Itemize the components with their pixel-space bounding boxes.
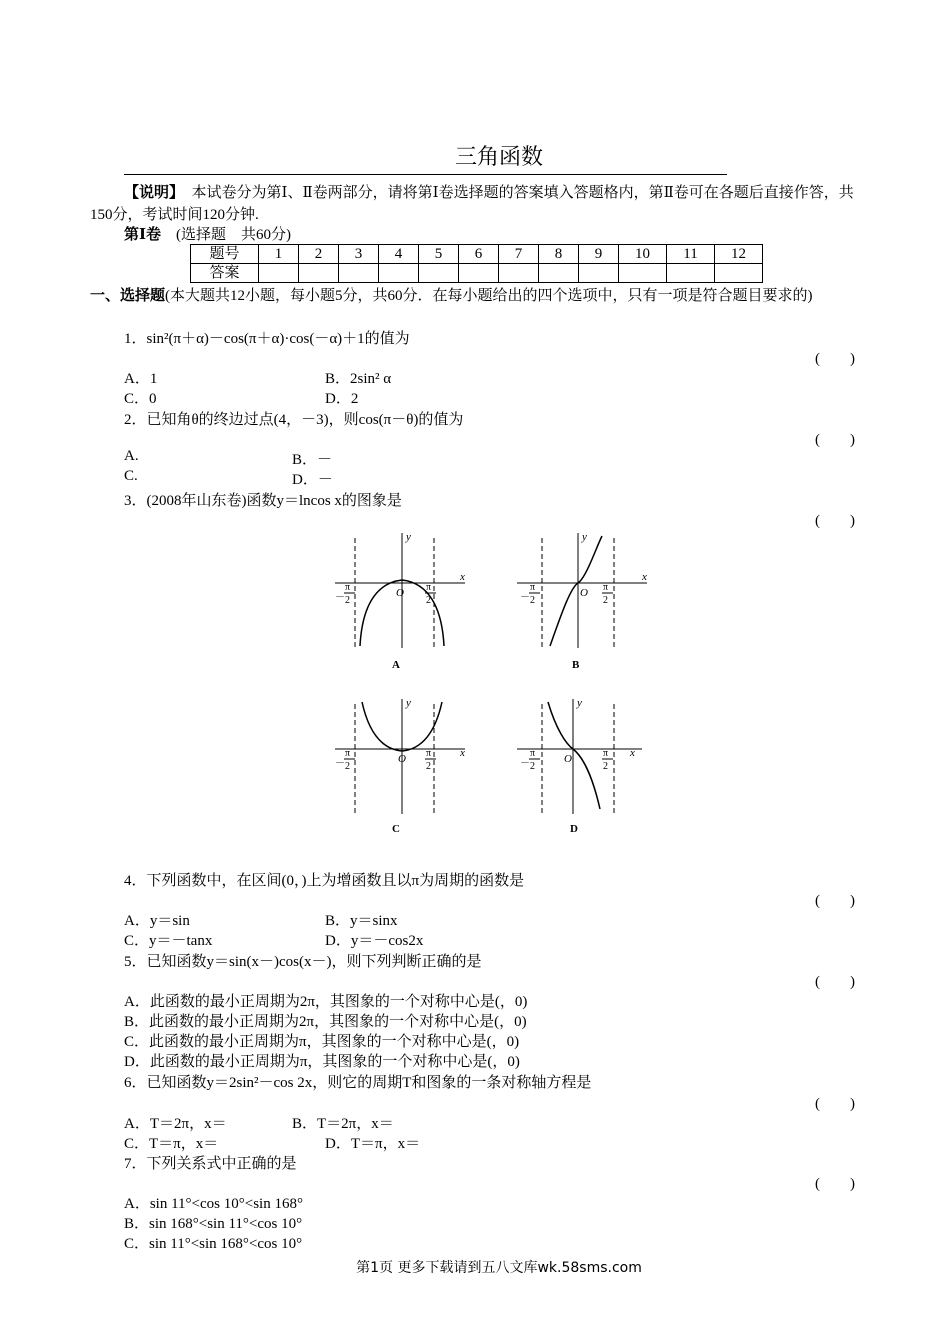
- q2-answer-bracket[interactable]: ( ): [815, 432, 855, 448]
- question-number-cell: 5: [419, 245, 459, 264]
- row-header-answer: 答案: [191, 264, 259, 283]
- graph-b: [512, 528, 652, 673]
- q5-option-c: C．此函数的最小正周期为π，其图象的一个对称中心是(，0): [124, 1034, 520, 1050]
- page-title: 三角函数: [454, 145, 543, 170]
- answer-table-number-row: [191, 245, 763, 264]
- answer-table-answer-row: [191, 264, 763, 283]
- q4-stem: 4．下列函数中，在区间(0，)上为增函数且以π为周期的函数是: [124, 873, 525, 889]
- q2-option-c: C.: [124, 468, 138, 484]
- graph-a-label: A: [392, 659, 400, 671]
- q1-answer-bracket[interactable]: ( ): [815, 351, 855, 367]
- q7-option-c: C．sin 11°<sin 168°<cos 10°: [124, 1236, 303, 1252]
- answer-cell[interactable]: [259, 264, 299, 283]
- q5-option-a: A．此函数的最小正周期为2π，其图象的一个对称中心是(，0): [124, 994, 528, 1010]
- svg-text:x: x: [630, 747, 635, 759]
- section1-label: 第Ⅰ卷: [124, 227, 162, 243]
- graph-b-label: B: [572, 659, 580, 671]
- q2-option-a: A.: [124, 448, 139, 464]
- q5-answer-bracket[interactable]: ( ): [815, 974, 855, 990]
- svg-text:π: π: [603, 582, 609, 593]
- q4-option-a: A．y＝sin: [124, 913, 190, 929]
- answer-cell[interactable]: [299, 264, 339, 283]
- answer-cell[interactable]: [379, 264, 419, 283]
- q5-stem: 5．已知函数y＝sin(x－)cos(x－)，则下列判断正确的是: [124, 954, 482, 970]
- q6-option-a: A．T＝2π，x＝: [124, 1116, 227, 1132]
- q7-stem: 7．下列关系式中正确的是: [124, 1156, 297, 1172]
- x-label: x: [460, 571, 465, 583]
- q2-option-b: B．－: [292, 452, 333, 468]
- q2-stem: 2．已知角θ的终边过点(4，－3)，则cos(π－θ)的值为: [124, 412, 464, 428]
- svg-text:π: π: [426, 582, 432, 593]
- graph-d-label: D: [570, 823, 578, 835]
- svg-text:x: x: [642, 571, 647, 583]
- question-number-cell: 1: [259, 245, 299, 264]
- q7-option-b: B．sin 168°<sin 11°<cos 10°: [124, 1216, 303, 1232]
- question-number-cell: 11: [667, 245, 715, 264]
- q4-option-d: D．y＝－cos2x: [325, 933, 424, 949]
- svg-text:π: π: [345, 748, 351, 759]
- svg-text:2: 2: [345, 595, 350, 606]
- question-number-cell: 2: [299, 245, 339, 264]
- q7-answer-bracket[interactable]: ( ): [815, 1176, 855, 1192]
- q5-option-b: B．此函数的最小正周期为2π，其图象的一个对称中心是(，0): [124, 1014, 527, 1030]
- svg-text:－: －: [520, 758, 530, 769]
- answer-cell[interactable]: [579, 264, 619, 283]
- svg-text:2: 2: [603, 761, 608, 772]
- intro-paragraph: [90, 182, 860, 226]
- answer-cell[interactable]: [499, 264, 539, 283]
- graph-c-label: C: [392, 823, 400, 835]
- svg-text:－: －: [335, 592, 345, 603]
- question-number-cell: 12: [715, 245, 763, 264]
- page-footer: 第1页 更多下载请到五八文库wk.58sms.com: [356, 1260, 642, 1276]
- question-number-cell: 6: [459, 245, 499, 264]
- part1-text: (本大题共12小题，每小题5分，共60分．在每小题给出的四个选项中，只有一项是符合题目要求的): [165, 288, 813, 304]
- svg-text:x: x: [460, 747, 465, 759]
- y-label: y: [406, 531, 411, 543]
- q1-stem: 1．sin²(π＋α)－cos(π＋α)·cos(－α)＋1的值为: [124, 331, 410, 347]
- svg-text:O: O: [398, 753, 406, 765]
- row-header-number: 题号: [191, 245, 259, 264]
- q1-option-d: D．2: [325, 391, 359, 407]
- graph-a: [330, 528, 470, 673]
- origin-label: O: [396, 587, 404, 599]
- svg-text:2: 2: [426, 761, 431, 772]
- svg-text:π: π: [426, 748, 432, 759]
- answer-table: [190, 244, 763, 283]
- q3-answer-bracket[interactable]: ( ): [815, 513, 855, 529]
- q3-stem: 3．(2008年山东卷)函数y＝lncos x的图象是: [124, 493, 402, 509]
- q6-stem: 6．已知函数y＝2sin²－cos 2x，则它的周期T和图象的一条对称轴方程是: [124, 1075, 592, 1091]
- q4-option-b: B．y＝sinx: [325, 913, 398, 929]
- graph-c: [330, 694, 470, 839]
- question-number-cell: 4: [379, 245, 419, 264]
- svg-text:O: O: [564, 753, 572, 765]
- answer-cell[interactable]: [339, 264, 379, 283]
- graph-d: [512, 694, 652, 839]
- svg-text:π: π: [345, 582, 351, 593]
- q6-option-d: D．T＝π，x＝: [325, 1136, 421, 1152]
- svg-text:π: π: [530, 582, 536, 593]
- part1-label: 一、选择题: [90, 288, 166, 304]
- svg-text:2: 2: [345, 761, 350, 772]
- svg-text:y: y: [582, 531, 587, 543]
- svg-text:－: －: [520, 592, 530, 603]
- answer-cell[interactable]: [619, 264, 667, 283]
- question-number-cell: 9: [579, 245, 619, 264]
- part1-heading: [90, 285, 860, 307]
- svg-text:2: 2: [530, 761, 535, 772]
- intro-label: 【说明】: [124, 185, 177, 201]
- svg-text:O: O: [580, 587, 588, 599]
- q5-option-d: D．此函数的最小正周期为π，其图象的一个对称中心是(，0): [124, 1054, 520, 1070]
- svg-text:2: 2: [530, 595, 535, 606]
- q6-option-c: C．T＝π，x＝: [124, 1136, 219, 1152]
- intro-text: 本试卷分为第Ⅰ、Ⅱ卷两部分，请将第Ⅰ卷选择题的答案填入答题格内，第Ⅱ卷可在各题后直接作答，共150分，考试时间120分钟.: [90, 185, 854, 223]
- q4-answer-bracket[interactable]: ( ): [815, 893, 855, 909]
- question-number-cell: 3: [339, 245, 379, 264]
- answer-cell[interactable]: [667, 264, 715, 283]
- answer-cell[interactable]: [459, 264, 499, 283]
- svg-text:2: 2: [603, 595, 608, 606]
- answer-cell[interactable]: [539, 264, 579, 283]
- answer-cell[interactable]: [419, 264, 459, 283]
- q1-option-b: B．2sin² α: [325, 371, 392, 387]
- q4-option-c: C．y＝－tanx: [124, 933, 213, 949]
- title-rule: [124, 174, 727, 175]
- question-number-cell: 10: [619, 245, 667, 264]
- svg-text:y: y: [406, 697, 411, 709]
- svg-text:π: π: [530, 748, 536, 759]
- q1-option-c: C．0: [124, 391, 157, 407]
- answer-cell[interactable]: [715, 264, 763, 283]
- q7-option-a: A．sin 11°<cos 10°<sin 168°: [124, 1196, 303, 1212]
- section1-heading: [124, 223, 291, 244]
- svg-text:2: 2: [426, 595, 431, 606]
- q2-option-d: D．－: [292, 472, 333, 488]
- q1-option-a: A．1: [124, 371, 158, 387]
- q6-option-b: B．T＝2π，x＝: [292, 1116, 394, 1132]
- svg-text:y: y: [577, 697, 582, 709]
- question-number-cell: 8: [539, 245, 579, 264]
- q6-answer-bracket[interactable]: ( ): [815, 1096, 855, 1112]
- section1-subtitle: (选择题 共60分): [176, 227, 292, 243]
- question-number-cell: 7: [499, 245, 539, 264]
- svg-text:π: π: [603, 748, 609, 759]
- svg-text:－: －: [335, 758, 345, 769]
